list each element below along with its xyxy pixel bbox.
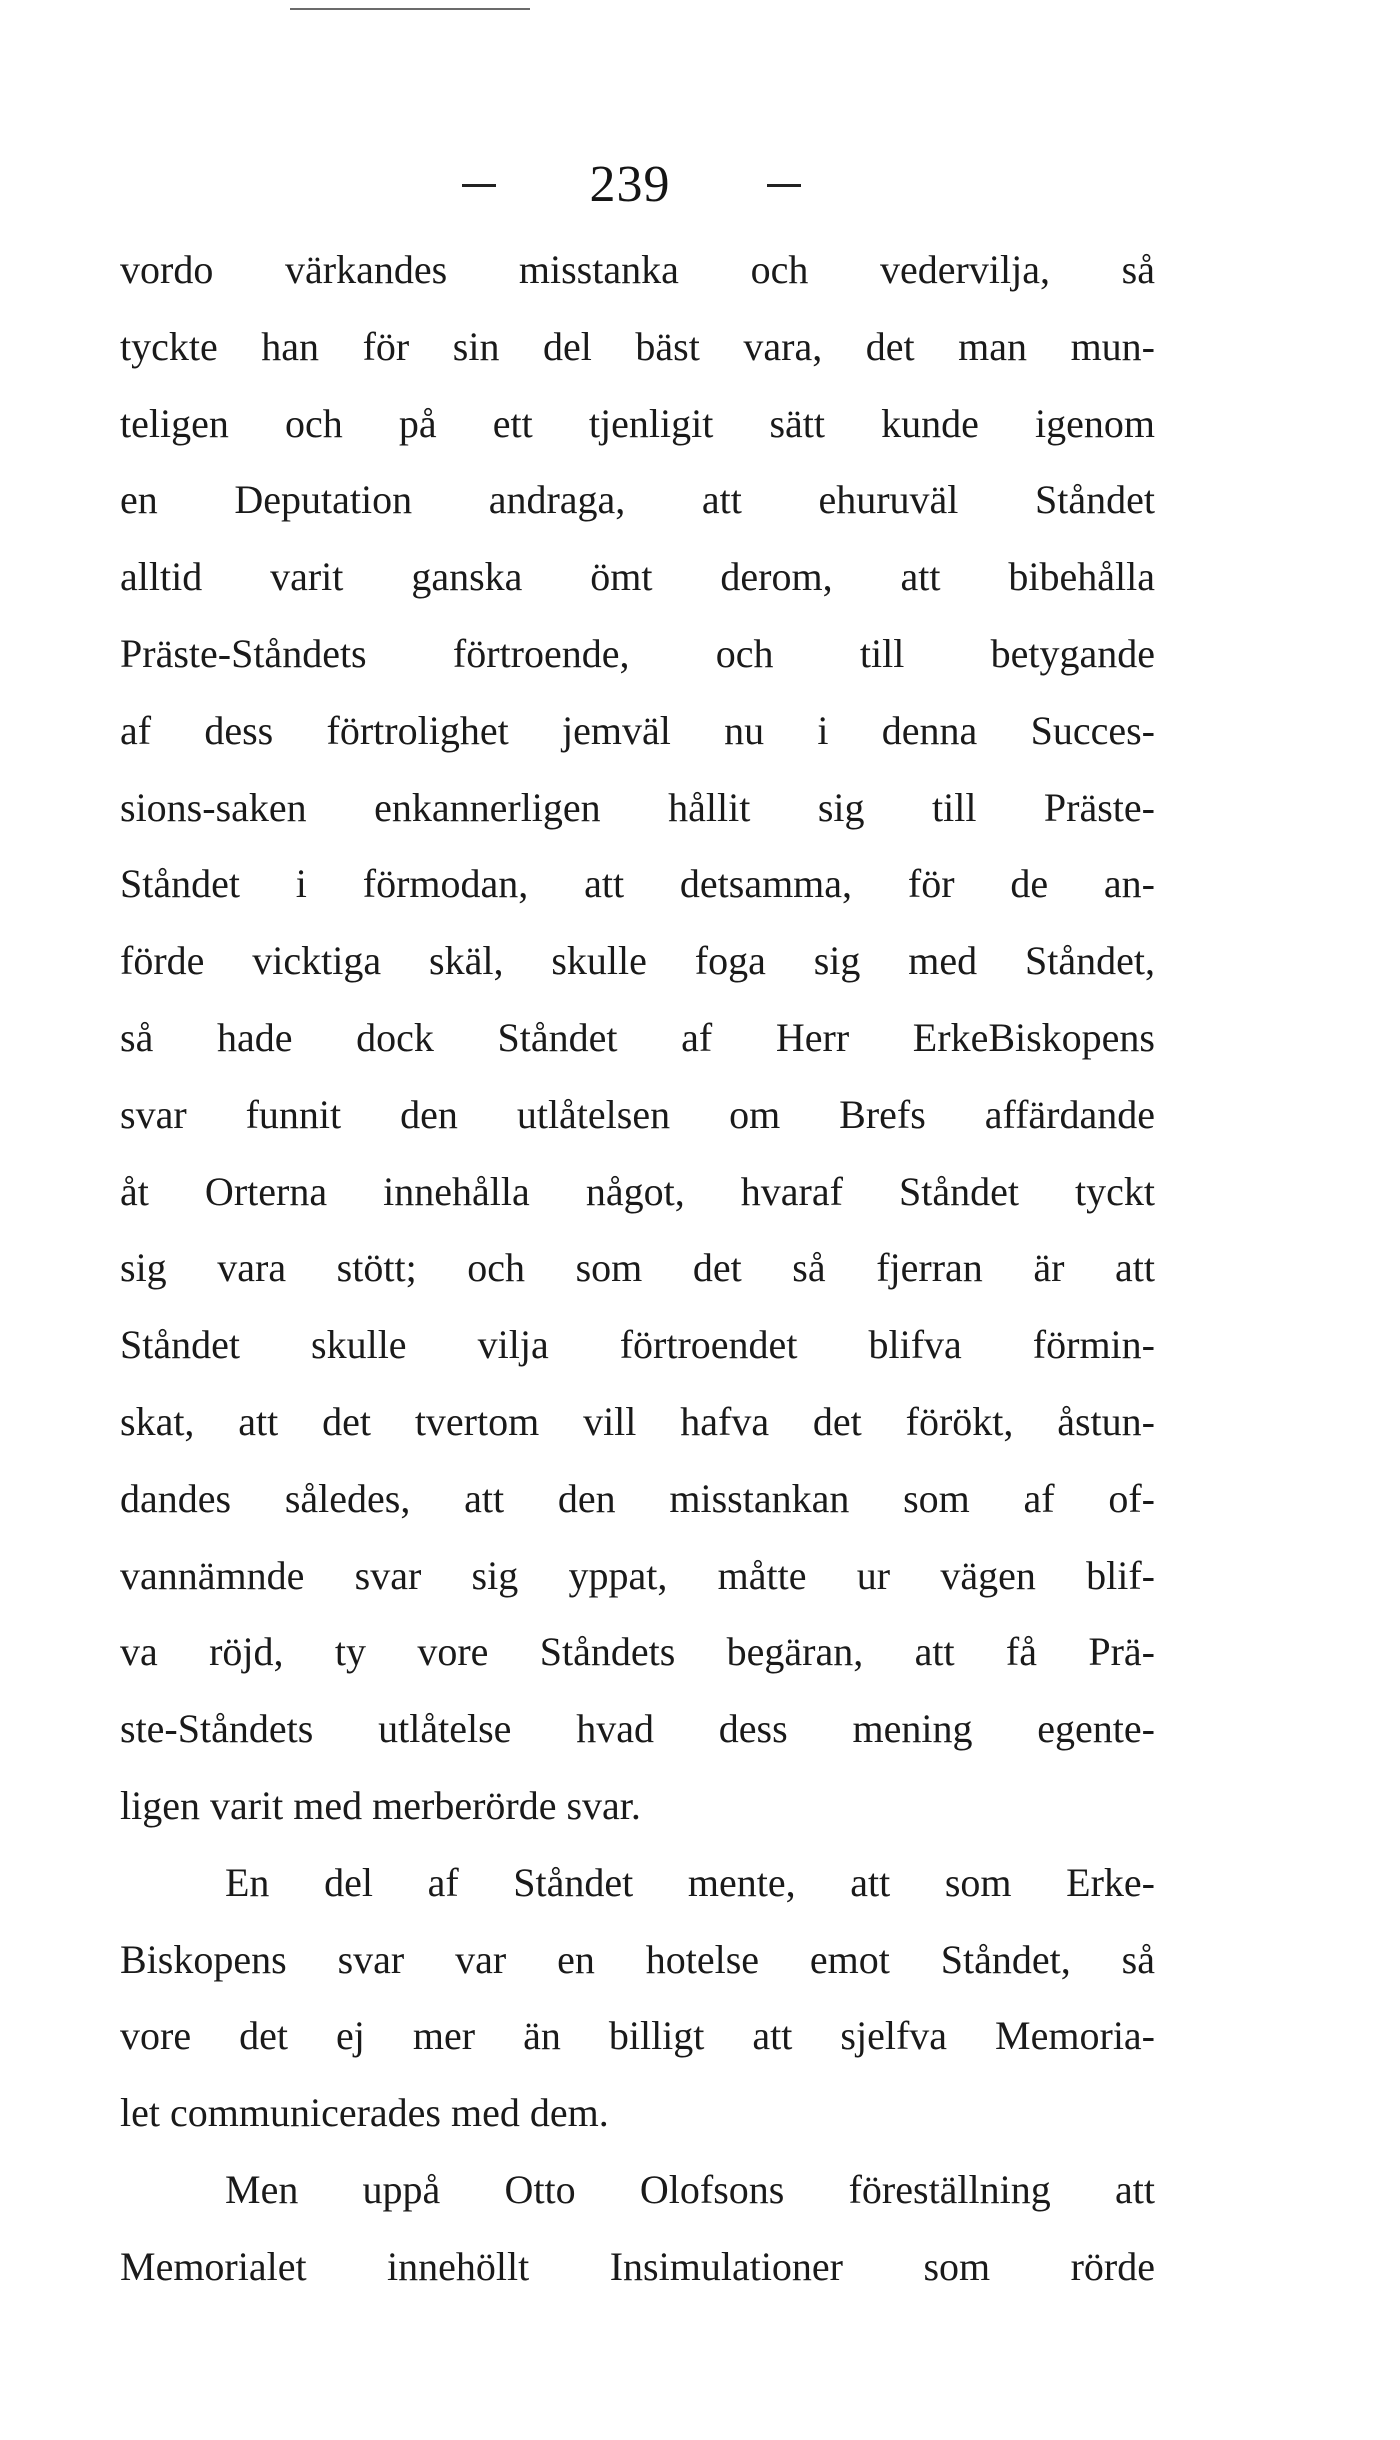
text-line: tyckte han för sin del bäst vara, det man mun- [120,323,1155,369]
text-line: så hade dock Ståndet af Herr ErkeBiskopens [120,1014,1155,1060]
text-line: alltid varit ganska ömt derom, att bibehålla [120,554,1155,600]
body-text [120,232,1155,2306]
text-line: vannämnde svar sig yppat, måtte ur vägen blif- [120,1552,1155,1598]
text-line: Memorialet innehöllt Insimulationer som rörde [120,2243,1155,2289]
text-line: dandes således, att den misstankan som af of- [120,1475,1155,1521]
text-line: va röjd, ty vore Ståndets begäran, att få Prä- [120,1629,1155,1675]
text-line: vordo värkandes misstanka och vedervilja, så [120,247,1155,292]
text-line: skat, att det tvertom vill hafva det förökt, åstun- [120,1398,1155,1444]
text-line: teligen och på ett tjenligit sätt kunde igenom [120,400,1155,446]
text-line: ste-Ståndets utlåtelse hvad dess mening egente- [120,1706,1155,1752]
text-line: en Deputation andraga, att ehuruväl Ståndet [120,477,1155,523]
text-line: let communicerades med dem. [120,2090,609,2136]
text-line: Men uppå Otto Olofsons föreställning att [225,2166,1155,2212]
text-line: förde vicktiga skäl, skulle foga sig med Ståndet, [120,938,1155,984]
text-line: Biskopens svar var en hotelse emot Ståndet, så [120,1936,1155,1982]
page-number: 239 [589,156,671,213]
text-line: åt Orterna innehålla något, hvaraf Ståndet tyckt [120,1168,1155,1214]
text-line: af dess förtrolighet jemväl nu i denna Succes- [120,707,1155,753]
text-line: Ståndet i förmodan, att detsamma, för de an- [120,861,1155,907]
text-line: Ståndet skulle vilja förtroendet blifva förmin- [120,1322,1155,1368]
text-line: sig vara stött; och som det så fjerran är att [120,1245,1155,1291]
top-rule [290,8,530,10]
text-line: svar funnit den utlåtelsen om Brefs affärdande [120,1091,1155,1137]
text-line: En del af Ståndet mente, att som Erke- [225,1859,1155,1905]
text-line: sions-saken enkannerligen hållit sig till Präste- [120,784,1155,830]
header-dash-right [767,184,801,187]
text-line: Präste-Ståndets förtroende, och till betygande [120,630,1155,676]
text-line: ligen varit med merberörde svar. [120,1782,641,1828]
header-dash-left [462,184,496,187]
page-header [0,150,1400,220]
text-line: vore det ej mer än billigt att sjelfva Memoria- [120,2013,1155,2059]
